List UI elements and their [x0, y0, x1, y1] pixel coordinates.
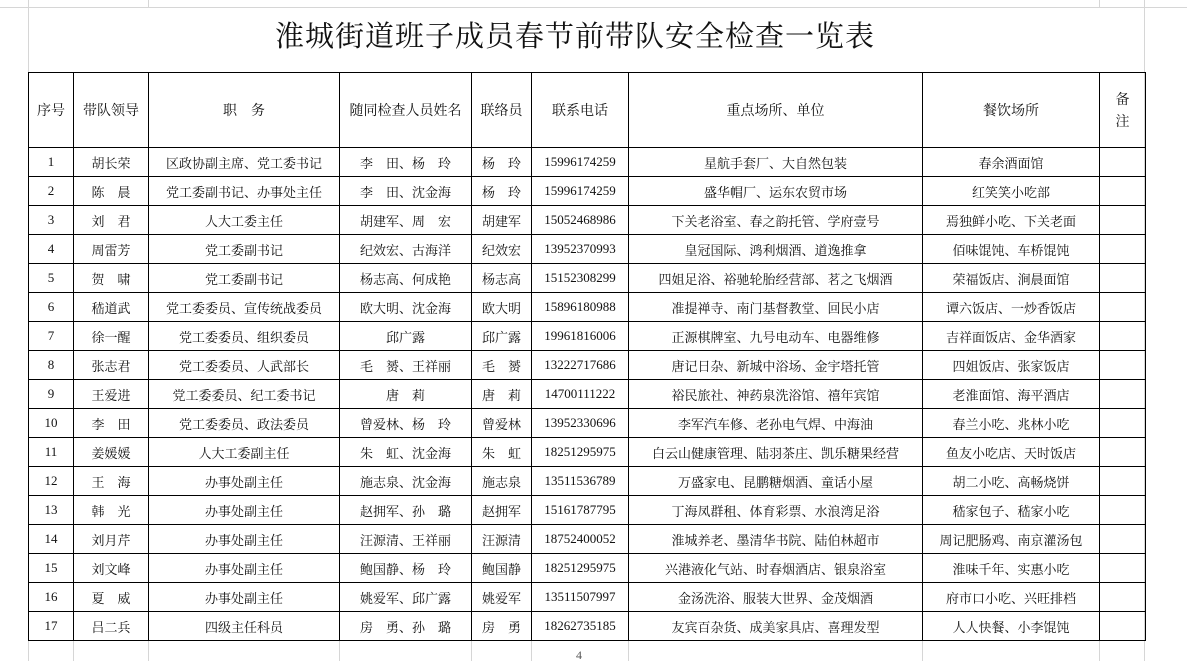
row-members: 唐 莉: [340, 380, 472, 409]
row-dining: 荣福饭店、涧晨面馆: [923, 264, 1100, 293]
row-members: 欧大明、沈金海: [340, 293, 472, 322]
row-phone: 18752400052: [532, 525, 629, 554]
row-remark: [1100, 264, 1146, 293]
table-row: [29, 612, 1146, 641]
row-leader: 夏 威: [74, 583, 149, 612]
row-position: 办事处副主任: [149, 496, 340, 525]
row-phone: 13952330696: [532, 409, 629, 438]
row-dining: 人人快餐、小李馄饨: [923, 612, 1100, 641]
row-remark: [1100, 148, 1146, 177]
row-members: 赵拥军、孙 璐: [340, 496, 472, 525]
row-sites: 皇冠国际、鸿利烟酒、道逸推拿: [629, 235, 923, 264]
header-remark-line2: 注: [1115, 114, 1130, 130]
row-members: 李 田、杨 玲: [340, 148, 472, 177]
row-remark: [1100, 525, 1146, 554]
row-members: 曾爱林、杨 玲: [340, 409, 472, 438]
row-remark: [1100, 177, 1146, 206]
row-dining: 春兰小吃、兆林小吃: [923, 409, 1100, 438]
row-members: 杨志高、何成艳: [340, 264, 472, 293]
row-leader: 嵇道武: [74, 293, 149, 322]
row-phone: 13511507997: [532, 583, 629, 612]
table-header-row: [29, 73, 1146, 148]
row-phone: 18251295975: [532, 554, 629, 583]
header-dining: 餐饮场所: [923, 73, 1100, 148]
row-phone: 15161787795: [532, 496, 629, 525]
row-remark: [1100, 380, 1146, 409]
table-row: [29, 380, 1146, 409]
row-remark: [1100, 583, 1146, 612]
row-leader: 刘文峰: [74, 554, 149, 583]
table-row: [29, 409, 1146, 438]
row-dining: 吉祥面饭店、金华酒家: [923, 322, 1100, 351]
row-contact: 曾爱林: [472, 409, 532, 438]
row-contact: 欧大明: [472, 293, 532, 322]
row-position: 人大工委副主任: [149, 438, 340, 467]
header-leader: 带队领导: [74, 73, 149, 148]
row-index: 10: [29, 409, 74, 438]
row-sites: 准提禅寺、南门基督教堂、回民小店: [629, 293, 923, 322]
row-sites: 友宾百杂货、成美家具店、喜理发型: [629, 612, 923, 641]
row-leader: 王 海: [74, 467, 149, 496]
row-phone: 14700111222: [532, 380, 629, 409]
row-index: 1: [29, 148, 74, 177]
row-leader: 徐一醒: [74, 322, 149, 351]
row-sites: 万盛家电、昆鹏糖烟酒、童话小屋: [629, 467, 923, 496]
row-index: 8: [29, 351, 74, 380]
row-contact: 杨 玲: [472, 148, 532, 177]
row-remark: [1100, 293, 1146, 322]
table-row: [29, 554, 1146, 583]
row-position: 党工委副书记: [149, 264, 340, 293]
row-sites: 唐记日杂、新城中浴场、金宇塔托管: [629, 351, 923, 380]
header-position: 职 务: [149, 73, 340, 148]
row-contact: 施志泉: [472, 467, 532, 496]
row-index: 12: [29, 467, 74, 496]
row-members: 毛 赟、王祥丽: [340, 351, 472, 380]
row-dining: 春余酒面馆: [923, 148, 1100, 177]
row-contact: 杨 玲: [472, 177, 532, 206]
row-members: 房 勇、孙 璐: [340, 612, 472, 641]
row-position: 办事处副主任: [149, 583, 340, 612]
row-contact: 胡建军: [472, 206, 532, 235]
table-row: [29, 496, 1146, 525]
row-members: 胡建军、周 宏: [340, 206, 472, 235]
table-row: [29, 293, 1146, 322]
header-sites: 重点场所、单位: [629, 73, 923, 148]
row-remark: [1100, 351, 1146, 380]
row-position: 党工委委员、宣传统战委员: [149, 293, 340, 322]
row-leader: 张志君: [74, 351, 149, 380]
row-dining: 佰味馄饨、车桥馄饨: [923, 235, 1100, 264]
row-dining: 周记肥肠鸡、南京灌汤包: [923, 525, 1100, 554]
row-contact: 纪效宏: [472, 235, 532, 264]
table-row: [29, 438, 1146, 467]
row-position: 党工委副书记: [149, 235, 340, 264]
header-remark-line1: 备: [1115, 92, 1130, 108]
row-remark: [1100, 235, 1146, 264]
header-members: 随同检查人员姓名: [340, 73, 472, 148]
row-phone: 15896180988: [532, 293, 629, 322]
row-leader: 吕二兵: [74, 612, 149, 641]
row-remark: [1100, 612, 1146, 641]
row-dining: 老淮面馆、海平酒店: [923, 380, 1100, 409]
table-row: [29, 525, 1146, 554]
header-remark: [1100, 73, 1146, 148]
row-position: 办事处副主任: [149, 467, 340, 496]
row-dining: 鱼友小吃店、天时饭店: [923, 438, 1100, 467]
table-row: [29, 583, 1146, 612]
table-row: [29, 322, 1146, 351]
row-phone: 13511536789: [532, 467, 629, 496]
row-position: 党工委委员、纪工委书记: [149, 380, 340, 409]
row-members: 鲍国静、杨 玲: [340, 554, 472, 583]
table-row: [29, 235, 1146, 264]
row-contact: 毛 赟: [472, 351, 532, 380]
row-sites: 金汤洗浴、服装大世界、金茂烟酒: [629, 583, 923, 612]
row-position: 党工委委员、组织委员: [149, 322, 340, 351]
row-position: 党工委委员、人武部长: [149, 351, 340, 380]
row-phone: 18251295975: [532, 438, 629, 467]
row-sites: 丁海凤群租、体育彩票、水浪湾足浴: [629, 496, 923, 525]
row-phone: 15996174259: [532, 148, 629, 177]
row-leader: 韩 光: [74, 496, 149, 525]
row-members: 邱广露: [340, 322, 472, 351]
row-contact: 鲍国静: [472, 554, 532, 583]
row-sites: 白云山健康管理、陆羽茶庄、凯乐糖果经营: [629, 438, 923, 467]
table-row: [29, 177, 1146, 206]
header-phone: 联系电话: [532, 73, 629, 148]
row-index: 15: [29, 554, 74, 583]
row-contact: 汪源清: [472, 525, 532, 554]
row-sites: 正源棋牌室、九号电动车、电器维修: [629, 322, 923, 351]
row-index: 4: [29, 235, 74, 264]
row-sites: 星航手套厂、大自然包装: [629, 148, 923, 177]
row-leader: 贺 啸: [74, 264, 149, 293]
row-remark: [1100, 206, 1146, 235]
row-sites: 兴港液化气站、时春烟酒店、银泉浴室: [629, 554, 923, 583]
row-index: 6: [29, 293, 74, 322]
row-index: 17: [29, 612, 74, 641]
table-row: [29, 148, 1146, 177]
row-index: 7: [29, 322, 74, 351]
row-members: 施志泉、沈金海: [340, 467, 472, 496]
row-leader: 李 田: [74, 409, 149, 438]
inspection-table: [28, 72, 1146, 641]
row-position: 党工委副书记、办事处主任: [149, 177, 340, 206]
row-phone: 15152308299: [532, 264, 629, 293]
row-position: 人大工委主任: [149, 206, 340, 235]
table-row: [29, 264, 1146, 293]
row-sites: 淮城养老、墨清华书院、陆伯林超市: [629, 525, 923, 554]
row-position: 党工委委员、政法委员: [149, 409, 340, 438]
header-contact: 联络员: [472, 73, 532, 148]
row-position: 办事处副主任: [149, 554, 340, 583]
row-leader: 陈 晨: [74, 177, 149, 206]
row-remark: [1100, 467, 1146, 496]
row-dining: 红笑笑小吃部: [923, 177, 1100, 206]
table-row: [29, 467, 1146, 496]
row-leader: 刘月芹: [74, 525, 149, 554]
row-dining: 四姐饭店、张家饭店: [923, 351, 1100, 380]
row-index: 11: [29, 438, 74, 467]
row-position: 区政协副主席、党工委书记: [149, 148, 340, 177]
row-dining: 嵇家包子、嵇家小吃: [923, 496, 1100, 525]
row-dining: 淮味千年、实惠小吃: [923, 554, 1100, 583]
row-sites: 盛华帽厂、运东农贸市场: [629, 177, 923, 206]
row-position: 四级主任科员: [149, 612, 340, 641]
row-contact: 杨志高: [472, 264, 532, 293]
row-leader: 姜媛媛: [74, 438, 149, 467]
row-remark: [1100, 496, 1146, 525]
row-index: 5: [29, 264, 74, 293]
row-remark: [1100, 409, 1146, 438]
row-index: 9: [29, 380, 74, 409]
row-sites: 裕民旅社、神药泉洗浴馆、禧年宾馆: [629, 380, 923, 409]
row-sites: 李军汽车修、老孙电气焊、中海油: [629, 409, 923, 438]
document-title: 淮城街道班子成员春节前带队安全检查一览表: [274, 19, 875, 53]
table-row: [29, 351, 1146, 380]
row-index: 14: [29, 525, 74, 554]
row-index: 13: [29, 496, 74, 525]
row-phone: 18262735185: [532, 612, 629, 641]
row-leader: 王爱进: [74, 380, 149, 409]
row-dining: 胡二小吃、高畅烧饼: [923, 467, 1100, 496]
row-index: 16: [29, 583, 74, 612]
row-dining: 焉独鲜小吃、下关老面: [923, 206, 1100, 235]
row-members: 李 田、沈金海: [340, 177, 472, 206]
row-members: 姚爱军、邱广露: [340, 583, 472, 612]
row-phone: 13222717686: [532, 351, 629, 380]
row-members: 纪效宏、古海洋: [340, 235, 472, 264]
row-leader: 刘 君: [74, 206, 149, 235]
row-contact: 唐 莉: [472, 380, 532, 409]
row-dining: 府市口小吃、兴旺排档: [923, 583, 1100, 612]
row-dining: 谭六饭店、一炒香饭店: [923, 293, 1100, 322]
row-index: 2: [29, 177, 74, 206]
row-contact: 邱广露: [472, 322, 532, 351]
row-phone: 13952370993: [532, 235, 629, 264]
row-leader: 周雷芳: [74, 235, 149, 264]
row-leader: 胡长荣: [74, 148, 149, 177]
row-phone: 15052468986: [532, 206, 629, 235]
row-contact: 朱 虹: [472, 438, 532, 467]
row-remark: [1100, 322, 1146, 351]
row-position: 办事处副主任: [149, 525, 340, 554]
row-contact: 姚爱军: [472, 583, 532, 612]
row-sites: 下关老浴室、春之韵托管、学府壹号: [629, 206, 923, 235]
table-row: [29, 206, 1146, 235]
header-index: 序号: [29, 73, 74, 148]
row-remark: [1100, 554, 1146, 583]
row-phone: 15996174259: [532, 177, 629, 206]
row-index: 3: [29, 206, 74, 235]
row-contact: 赵拥军: [472, 496, 532, 525]
row-remark: [1100, 438, 1146, 467]
row-phone: 19961816006: [532, 322, 629, 351]
row-contact: 房 勇: [472, 612, 532, 641]
row-sites: 四姐足浴、裕驰轮胎经营部、茗之飞烟酒: [629, 264, 923, 293]
page-number: 4: [576, 648, 582, 662]
row-members: 朱 虹、沈金海: [340, 438, 472, 467]
row-members: 汪源清、王祥丽: [340, 525, 472, 554]
